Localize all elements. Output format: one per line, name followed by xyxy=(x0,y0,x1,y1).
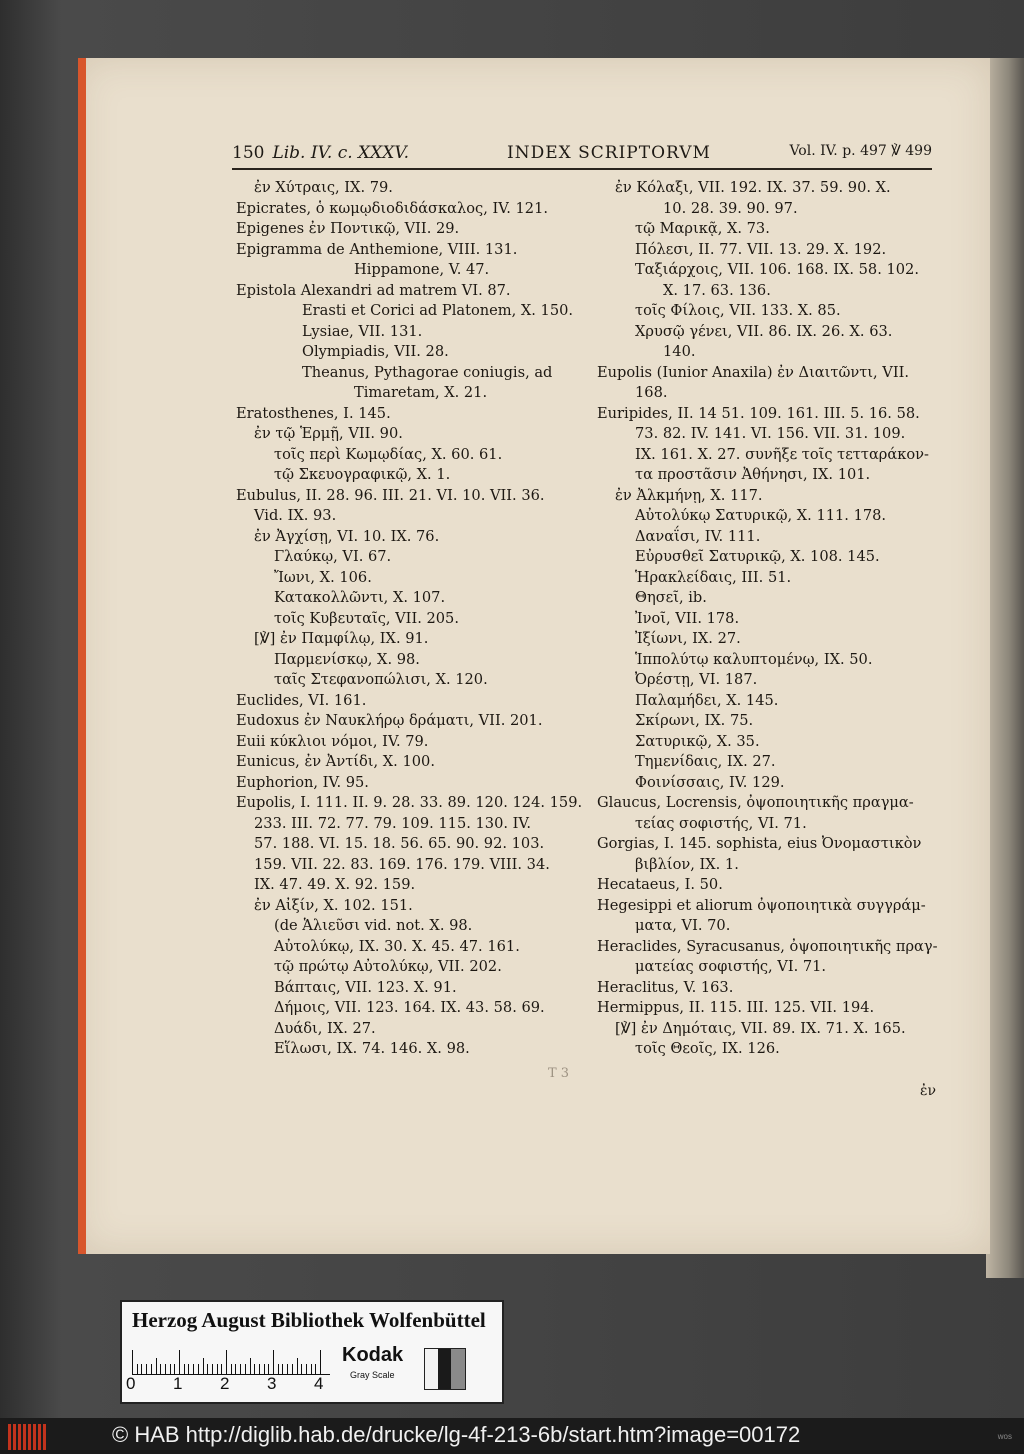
index-entry: IX. 47. 49. X. 92. 159. xyxy=(254,876,416,893)
book-reference: Lib. IV. c. XXXV. xyxy=(272,143,410,163)
ruler-tick xyxy=(250,1358,251,1374)
index-entry: Eubulus, II. 28. 96. III. 21. VI. 10. VII. 36. xyxy=(236,486,545,504)
header-left xyxy=(232,143,409,163)
index-entry: Hecataeus, I. 50. xyxy=(597,876,723,893)
index-entry: Ἰνοῖ, VII. 178. xyxy=(635,609,740,627)
index-entry: Hegesippi et aliorum ὀψοποιητικὰ συγγράμ- xyxy=(597,896,926,914)
ruler-tick xyxy=(315,1364,316,1374)
ruler-tick xyxy=(292,1364,293,1374)
ruler-tick xyxy=(198,1364,199,1374)
index-entry: Γλαύκῳ, VI. 67. xyxy=(274,548,392,565)
index-entry: Παρμενίσκῳ, X. 98. xyxy=(274,650,420,668)
index-entry: ἐν τῷ Ἑρμῇ, VII. 90. xyxy=(254,425,403,442)
index-entry: ἐν Αἰξίν, X. 102. 151. xyxy=(254,896,413,914)
index-entry: Εἵλωσι, IX. 74. 146. X. 98. xyxy=(274,1040,470,1057)
index-entry: Glaucus, Locrensis, ὀψοποιητικῆς πραγμα- xyxy=(597,794,914,811)
index-entry: Eupolis (Iunior Anaxila) ἐν Διαιτῶντι, VII. xyxy=(597,363,910,381)
ruler-tick xyxy=(160,1364,161,1374)
index-entry: Hermippus, II. 115. III. 125. VII. 194. xyxy=(597,999,875,1016)
index-entry: Epigramma de Anthemione, VIII. 131. xyxy=(236,240,518,258)
ruler-number: 4 xyxy=(314,1374,324,1393)
index-entry: ἐν Ἀγχίσῃ, VI. 10. IX. 76. xyxy=(254,527,440,545)
index-entry: ἐν Χύτραις, IX. 79. xyxy=(254,179,393,196)
kodak-logo xyxy=(342,1344,404,1380)
index-entry: [℣] ἐν Δημόταις, VII. 89. IX. 71. X. 165. xyxy=(615,1019,906,1037)
ruler-tick xyxy=(301,1364,302,1374)
ruler-tick xyxy=(217,1364,218,1374)
ruler-tick xyxy=(264,1364,265,1374)
ruler-tick xyxy=(297,1358,298,1374)
index-column-right xyxy=(597,178,940,1060)
ruler-tick xyxy=(287,1364,288,1374)
gray-scale-patches xyxy=(424,1348,466,1390)
ruler-number: 2 xyxy=(220,1374,230,1393)
ruler-tick xyxy=(320,1350,321,1374)
index-entry: ἐν Ἀλκμήνῃ, X. 117. xyxy=(615,486,763,504)
index-entry: Epicrates, ὁ κωμῳδιοδιδάσκαλος, IV. 121. xyxy=(236,199,549,217)
index-entry: τῷ Σκευογραφικῷ, X. 1. xyxy=(274,466,451,483)
index-entry: IX. 161. X. 27. συνῆξε τοῖς τετταράκον- xyxy=(635,445,929,463)
index-entry: Heraclides, Syracusanus, ὀψοποιητικῆς πραγ- xyxy=(597,937,938,955)
corner-mark: wos xyxy=(997,1432,1012,1441)
ruler-tick xyxy=(156,1358,157,1374)
index-entry: τῷ πρώτῳ Αὐτολύκῳ, VII. 202. xyxy=(274,958,502,975)
page-title: INDEX SCRIPTORVM xyxy=(507,143,711,163)
copyright-link[interactable]: © HAB http://diglib.hab.de/drucke/lg-4f-213-6b/start.htm?image=00172 xyxy=(112,1422,801,1447)
running-header xyxy=(232,143,932,169)
ruler-tick xyxy=(268,1364,269,1374)
index-entry: Αὐτολύκῳ Σατυρικῷ, X. 111. 178. xyxy=(635,507,887,524)
index-entry: τα προστᾶσιν Ἀθήνησι, IX. 101. xyxy=(635,466,871,483)
index-entry: ματείας σοφιστής, VI. 71. xyxy=(635,958,827,975)
index-entry: Χρυσῷ γένει, VII. 86. IX. 26. X. 63. xyxy=(635,322,893,340)
index-entry: Σατυρικῷ, X. 35. xyxy=(635,732,760,750)
index-entry: Πόλεσι, II. 77. VII. 13. 29. X. 192. xyxy=(635,240,887,258)
ruler-tick xyxy=(207,1364,208,1374)
ruler-tick xyxy=(245,1364,246,1374)
ruler-tick xyxy=(311,1364,312,1374)
ruler-tick xyxy=(170,1364,171,1374)
ruler-tick xyxy=(146,1364,147,1374)
index-entry: Ὀρέστῃ, VI. 187. xyxy=(635,671,758,688)
ruler-tick xyxy=(221,1364,222,1374)
library-name: Herzog August Bibliothek Wolfenbüttel xyxy=(132,1308,486,1332)
index-entry: τοῖς περὶ Κωμῳδίας, X. 60. 61. xyxy=(274,445,503,463)
index-entry: Θησεῖ, ib. xyxy=(635,589,707,606)
index-entry: Olympiadis, VII. 28. xyxy=(302,343,449,360)
index-entry: Ἰξίωνι, IX. 27. xyxy=(635,630,741,647)
header-rule xyxy=(232,168,932,170)
facing-page-edge xyxy=(986,58,1024,1278)
index-entry: Euripides, II. 14 51. 109. 161. III. 5. 16. 58. xyxy=(597,404,920,422)
ruler-tick xyxy=(179,1350,180,1374)
ruler-tick xyxy=(151,1364,152,1374)
index-entry: Σκίρωνι, IX. 75. xyxy=(635,712,754,729)
ruler-number: 1 xyxy=(173,1374,183,1393)
index-entry: τοῖς Φίλοις, VII. 133. X. 85. xyxy=(635,302,841,319)
ruler-tick xyxy=(273,1350,274,1374)
index-entry: Δαναΐσι, IV. 111. xyxy=(635,527,761,545)
ruler-number: 3 xyxy=(267,1374,277,1393)
ruler-tick xyxy=(174,1364,175,1374)
ruler-tick xyxy=(278,1364,279,1374)
index-entry: Lysiae, VII. 131. xyxy=(302,322,423,340)
ruler-tick xyxy=(188,1364,189,1374)
index-entry: Τημενίδαις, IX. 27. xyxy=(635,753,776,770)
index-entry: Epigenes ἐν Ποντικῷ, VII. 29. xyxy=(236,220,460,237)
signature-mark: T 3 xyxy=(548,1066,570,1081)
volume-reference: Vol. IV. p. 497 ℣ 499 xyxy=(789,143,932,159)
index-entry: Δήμοις, VII. 123. 164. IX. 43. 58. 69. xyxy=(274,999,545,1016)
index-entry: Φοινίσσαις, IV. 129. xyxy=(635,773,785,791)
footer-bar xyxy=(0,1418,1024,1454)
index-entry: (de Ἁλιεῦσι vid. not. X. 98. xyxy=(274,917,473,934)
ruler-tick xyxy=(231,1364,232,1374)
ruler-tick xyxy=(132,1350,133,1374)
index-entry: 10. 28. 39. 90. 97. xyxy=(663,199,798,217)
ruler-tick xyxy=(137,1364,138,1374)
index-entry: 73. 82. IV. 141. VI. 156. VII. 31. 109. xyxy=(635,425,906,442)
index-entry: Ἴωνι, X. 106. xyxy=(274,568,372,586)
index-entry: Eratosthenes, I. 145. xyxy=(236,404,391,422)
gray-patch xyxy=(425,1349,438,1389)
index-entry: τοῖς Κυβευταῖς, VII. 205. xyxy=(274,609,459,627)
index-entry: Gorgias, I. 145. sophista, eius Ὀνομαστικὸν xyxy=(597,835,922,852)
kodak-gray-scale: Gray Scale xyxy=(350,1370,395,1380)
index-entry: Εὐρυσθεῖ Σατυρικῷ, X. 108. 145. xyxy=(635,548,880,565)
index-entry: τείας σοφιστής, VI. 71. xyxy=(635,814,807,832)
index-entry: Παλαμήδει, X. 145. xyxy=(635,691,779,709)
index-entry: Eudoxus ἐν Ναυκλήρῳ δράματι, VII. 201. xyxy=(236,712,543,729)
index-entry: Ἱππολύτῳ καλυπτομένῳ, IX. 50. xyxy=(635,650,873,668)
index-entry: [℣] ἐν Παμφίλῳ, IX. 91. xyxy=(254,630,429,647)
ruler-tick xyxy=(193,1364,194,1374)
ruler-number: 0 xyxy=(126,1374,136,1393)
ruler-tick xyxy=(306,1364,307,1374)
ruler-tick xyxy=(165,1364,166,1374)
index-entry: Erasti et Corici ad Platonem, X. 150. xyxy=(302,302,574,319)
index-entry: X. 17. 63. 136. xyxy=(663,281,771,299)
index-entry: Ταξιάρχοις, VII. 106. 168. IX. 58. 102. xyxy=(635,261,919,278)
ruler-tick xyxy=(259,1364,260,1374)
ruler-tick xyxy=(235,1364,236,1374)
index-entry: 233. III. 72. 77. 79. 109. 115. 130. IV. xyxy=(254,814,532,832)
gray-patch xyxy=(438,1349,451,1389)
index-entry: Ἡρακλείδαις, III. 51. xyxy=(635,568,792,586)
index-entry: 57. 188. VI. 15. 18. 56. 65. 90. 92. 103. xyxy=(254,835,545,852)
index-entry: Eupolis, I. 111. II. 9. 28. 33. 89. 120. 124. 159. xyxy=(236,794,583,811)
index-entry: Αὐτολύκῳ, IX. 30. X. 45. 47. 161. xyxy=(274,937,520,955)
catchword: ἐν xyxy=(920,1083,937,1099)
index-entry: Vid. IX. 93. xyxy=(254,507,337,524)
page-colored-edge xyxy=(78,58,86,1254)
index-column-left xyxy=(236,178,588,1060)
index-entry: Timaretam, X. 21. xyxy=(354,384,488,401)
page-number: 150 xyxy=(232,143,265,163)
ruler-tick xyxy=(184,1364,185,1374)
index-entry: Hippamone, V. 47. xyxy=(354,261,490,278)
ruler-tick xyxy=(282,1364,283,1374)
index-entry: 168. xyxy=(635,384,668,401)
index-entry: Heraclitus, V. 163. xyxy=(597,978,734,996)
index-entry: Eunicus, ἐν Ἀντίδι, X. 100. xyxy=(236,753,435,770)
ruler-tick xyxy=(254,1364,255,1374)
index-entry: ταῖς Στεφανοπώλισι, X. 120. xyxy=(274,671,488,688)
index-entry: Βάπταις, VII. 123. X. 91. xyxy=(274,978,457,996)
index-entry: Theanus, Pythagorae coniugis, ad xyxy=(302,363,553,381)
index-entry: βιβλίον, IX. 1. xyxy=(635,855,739,873)
index-entry: ματα, VI. 70. xyxy=(635,917,731,934)
hab-logo-icon xyxy=(8,1424,48,1450)
index-entry: 159. VII. 22. 83. 169. 176. 179. VIII. 34. xyxy=(254,855,550,873)
scale-ruler xyxy=(132,1348,330,1375)
index-entry: Euphorion, IV. 95. xyxy=(236,773,369,791)
library-color-card xyxy=(120,1300,504,1404)
index-entry: Δυάδι, IX. 27. xyxy=(274,1019,376,1037)
index-entry: Euii κύκλιοι νόμοι, IV. 79. xyxy=(236,732,429,750)
ruler-tick xyxy=(226,1350,227,1374)
index-entry: 140. xyxy=(663,343,696,360)
index-entry: Κατακολλῶντι, X. 107. xyxy=(274,589,446,606)
gray-patch xyxy=(451,1349,465,1389)
index-entry: τῷ Μαρικᾷ, X. 73. xyxy=(635,220,770,237)
ruler-tick xyxy=(141,1364,142,1374)
index-entry: Euclides, VI. 161. xyxy=(236,691,367,709)
ruler-tick xyxy=(240,1364,241,1374)
index-entry: Epistola Alexandri ad matrem VI. 87. xyxy=(236,281,511,299)
index-entry: ἐν Κόλαξι, VII. 192. IX. 37. 59. 90. X. xyxy=(615,179,891,196)
index-entry: τοῖς Θεοῖς, IX. 126. xyxy=(635,1040,780,1057)
ruler-tick xyxy=(212,1364,213,1374)
kodak-brand: Kodak xyxy=(342,1344,404,1366)
ruler-tick xyxy=(203,1358,204,1374)
